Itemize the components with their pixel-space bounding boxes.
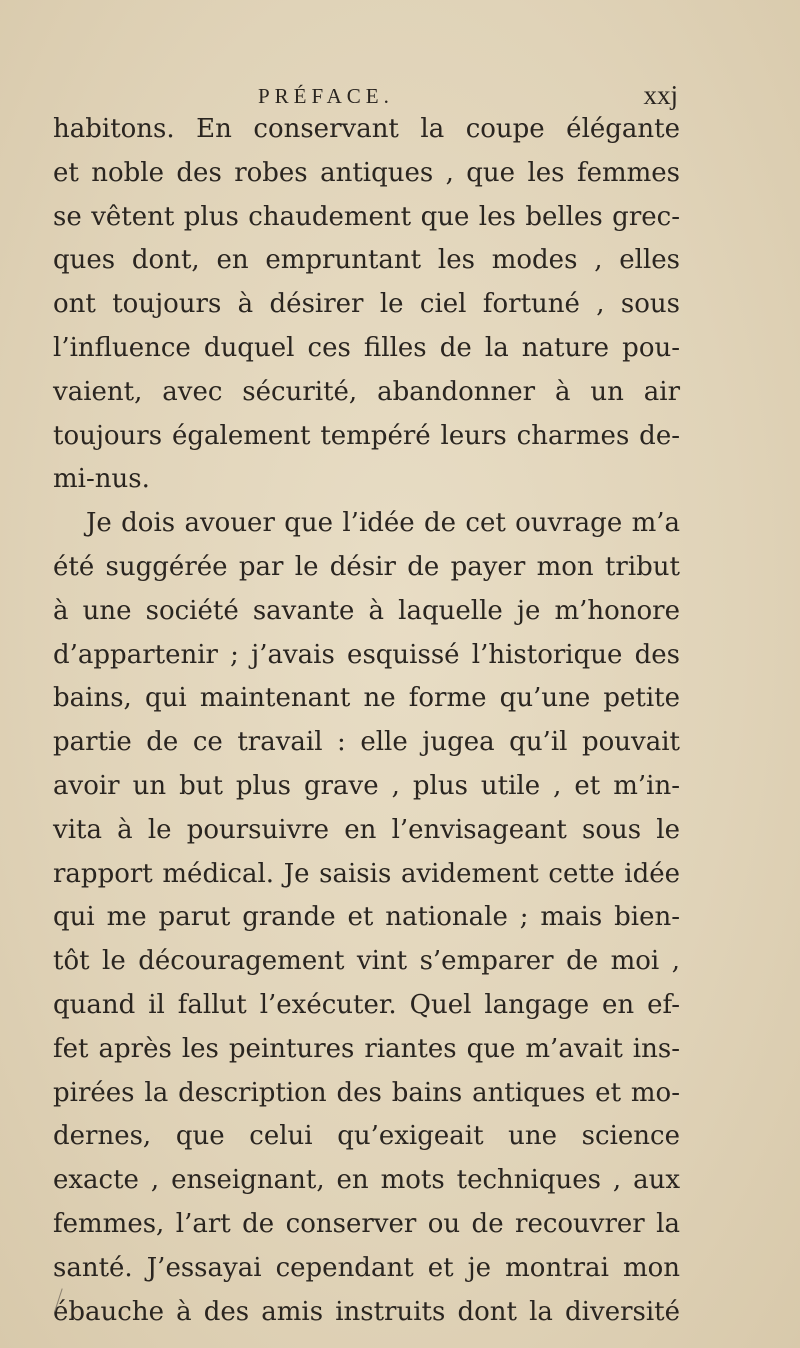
- text-line: fet après les peintures riantes que m’avait ins-: [53, 1033, 680, 1064]
- text-line: bains, qui maintenant ne forme qu’une petite: [53, 683, 680, 714]
- text-line: pirées la description des bains antiques et mo-: [53, 1077, 680, 1108]
- text-line: dernes, que celui qu’exigeait une science: [53, 1121, 680, 1152]
- text-line: habitons. En conservant la coupe élégante: [53, 114, 680, 144]
- text-line: l’influence duquel ces filles de la nature pou-: [53, 332, 680, 363]
- running-title: PRÉFACE.: [258, 84, 394, 108]
- text-line: quand il fallut l’exécuter. Quel langage en ef-: [53, 989, 680, 1020]
- text-line: et noble des robes antiques , que les femmes: [53, 157, 680, 188]
- page-number: xxj: [643, 80, 678, 110]
- text-line: vita à le poursuivre en l’envisageant sous le: [53, 814, 680, 845]
- text-line: se vêtent plus chaudement que les belles grec-: [53, 201, 680, 232]
- text-line: partie de ce travail : elle jugea qu’il pouvait: [53, 727, 680, 758]
- text-line: santé. J’essayai cependant et je montrai mon: [53, 1252, 680, 1283]
- paragraph-start-line: Je dois avouer que l’idée de cet ouvrage m’a: [86, 508, 680, 539]
- text-line: qui me parut grande et nationale ; mais bien-: [53, 902, 680, 933]
- text-line: vaient, avec sécurité, abandonner à un air: [53, 376, 680, 407]
- text-line: avoir un but plus grave , plus utile , et m’in-: [53, 770, 680, 801]
- text-line: été suggérée par le désir de payer mon tribut: [53, 551, 680, 582]
- text-line: ébauche à des amis instruits dont la diversité: [53, 1296, 680, 1327]
- text-line: toujours également tempéré leurs charmes de-: [53, 420, 680, 451]
- text-line: ques dont, en empruntant les modes , elles: [53, 245, 680, 276]
- text-line: ont toujours à désirer le ciel fortuné , sous: [53, 289, 680, 320]
- body-text: [53, 108, 680, 1334]
- text-line: à une société savante à laquelle je m’honore: [53, 595, 680, 626]
- text-line: mi-nus.: [53, 464, 150, 495]
- text-line: tôt le découragement vint s’emparer de moi ,: [53, 946, 680, 977]
- text-line: d’appartenir ; j’avais esquissé l’historique des: [53, 639, 680, 670]
- text-line: exacte , enseignant, en mots techniques , aux: [53, 1165, 680, 1196]
- text-line: rapport médical. Je saisis avidement cette idée: [53, 858, 680, 889]
- text-line: femmes, l’art de conserver ou de recouvrer la: [53, 1208, 680, 1239]
